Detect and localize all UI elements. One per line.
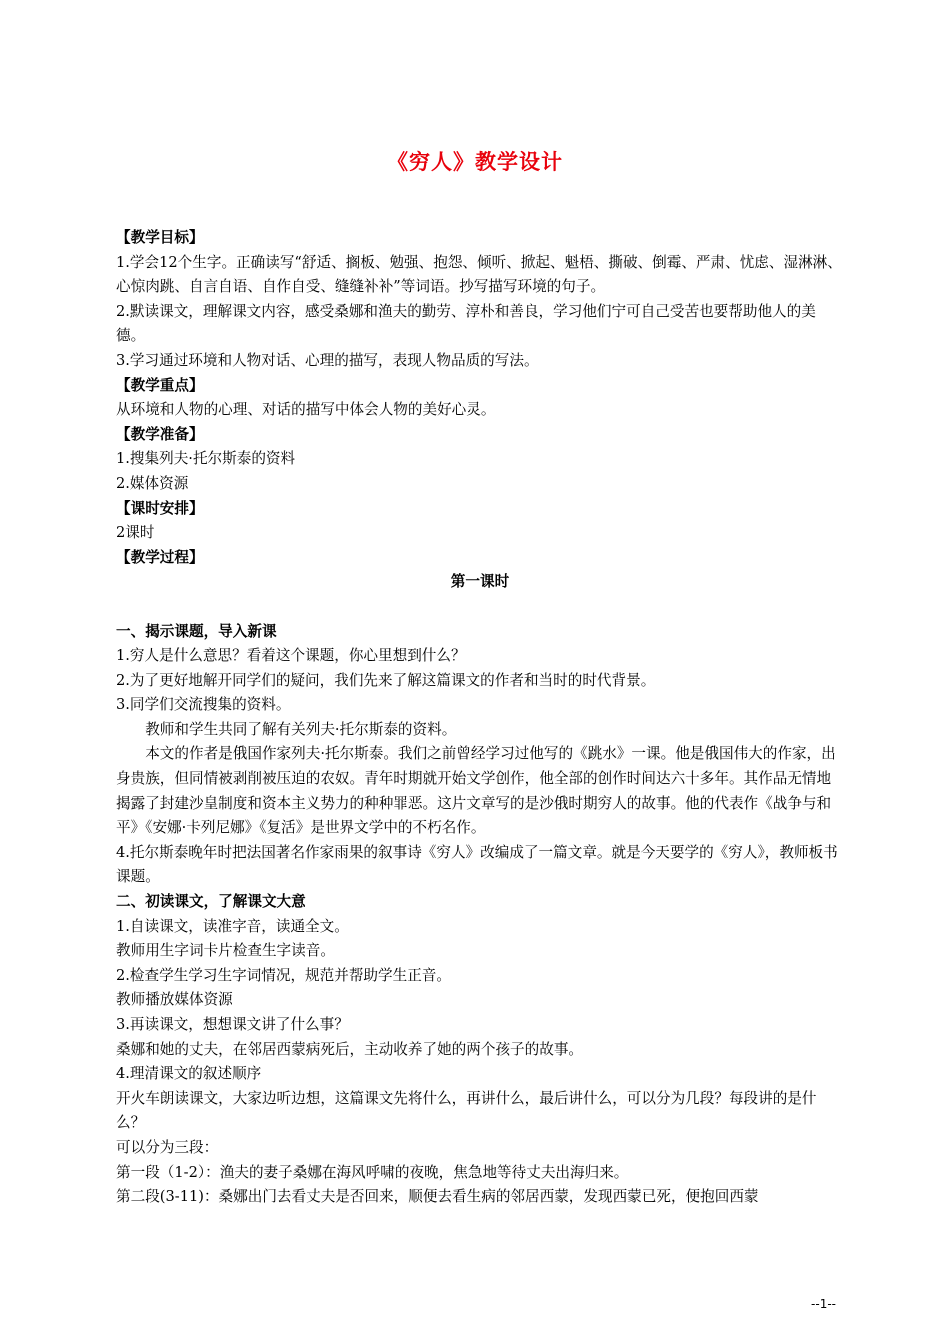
document-title: 《穷人》教学设计 xyxy=(387,149,563,174)
section-heading-time: 【课时安排】 xyxy=(116,499,204,517)
paragraph-part2-2: 教师用生字词卡片检查生字读音。 xyxy=(116,942,335,960)
document-body xyxy=(116,226,844,1210)
paragraph-part2-9: 可以分为三段： xyxy=(116,1138,219,1156)
page-number: --1-- xyxy=(811,1297,836,1311)
paragraph-part2-8: 开火车朗读课文，大家边听边想，这篇课文先将什么，再讲什么，最后讲什么，可以分为几段？每段讲的是什么？ xyxy=(116,1089,817,1132)
paragraph-part2-4: 教师播放媒体资源 xyxy=(116,991,233,1009)
paragraph-goal-2: 2.默读课文，理解课文内容，感受桑娜和渔夫的勤劳、淳朴和善良，学习他们宁可自己受苦也要帮助他人的美德。 xyxy=(116,302,816,345)
section-heading-key: 【教学重点】 xyxy=(116,376,204,394)
section-heading-process: 【教学过程】 xyxy=(116,548,204,566)
paragraph-part2-10: 第一段（1-2）：渔夫的妻子桑娜在海风呼啸的夜晚，焦急地等待丈夫出海归来。 xyxy=(116,1163,629,1181)
paragraph-prep-1: 1.搜集列夫·托尔斯泰的资料 xyxy=(116,450,296,468)
part-heading-1: 一、揭示课题，导入新课 xyxy=(116,622,277,640)
paragraph-key-1: 从环境和人物的心理、对话的描写中体会人物的美好心灵。 xyxy=(116,401,496,419)
paragraph-part2-5: 3.再读课文，想想课文讲了什么事？ xyxy=(116,1016,349,1033)
paragraph-part2-7: 4.理清课文的叙述顺序 xyxy=(116,1065,262,1083)
paragraph-part2-11: 第二段(3-11)：桑娜出门去看丈夫是否回来，顺便去看生病的邻居西蒙，发现西蒙已死，便抱回西蒙 xyxy=(116,1188,759,1206)
paragraph-goal-3: 3.学习通过环境和人物对话、心理的描写，表现人物品质的写法。 xyxy=(116,351,539,369)
paragraph-part1-6: 4.托尔斯泰晚年时把法国著名作家雨果的叙事诗《穷人》改编成了一篇文章。就是今天要学的《穷人》，教师板书课题。 xyxy=(116,843,838,886)
paragraph-part2-3: 2.检查学生学习生字词情况，规范并帮助学生正音。 xyxy=(116,966,451,984)
paragraph-part1-3: 3.同学们交流搜集的资料。 xyxy=(116,696,291,714)
paragraph-part1-4: 教师和学生共同了解有关列夫·托尔斯泰的资料。 xyxy=(145,720,457,738)
paragraph-time-1: 2课时 xyxy=(116,524,155,542)
paragraph-part1-5: 本文的作者是俄国作家列夫·托尔斯泰。我们之前曾经学习过他写的《跳水》一课。他是俄国伟大的作家，出身贵族，但同情被剥削被压迫的农奴。青年时期就开始文学创作，他全部的创作时间达六十多年。其作品无情地揭露了封建沙皇制度和资本主义势力的种种罪恶。这片文章写的是沙俄时期穷人的故事。他的代表作《战争与和平》《安娜·卡列尼娜》《复活》是世界文学中的不朽名作。 xyxy=(116,745,836,837)
paragraph-part1-1: 1.穷人是什么意思？看着这个课题，你心里想到什么？ xyxy=(116,647,466,665)
paragraph-goal-1: 1.学会12个生字。正确读写“舒适、搁板、勉强、抱怨、倾听、掀起、魁梧、撕破、倒霉、严肃、忧虑、湿淋淋、心惊肉跳、自言自语、自作自受、缝缝补补”等词语。抄写描写环境的句子。 xyxy=(116,253,842,296)
section-heading-goals: 【教学目标】 xyxy=(116,229,204,246)
lesson-heading-1: 第一课时 xyxy=(450,573,510,591)
paragraph-part2-1: 1.自读课文，读准字音，读通全文。 xyxy=(116,917,349,935)
part-heading-2: 二、初读课文，了解课文大意 xyxy=(116,893,306,911)
paragraph-part1-2: 2.为了更好地解开同学们的疑问，我们先来了解这篇课文的作者和当时的时代背景。 xyxy=(116,671,656,689)
paragraph-part2-6: 桑娜和她的丈夫，在邻居西蒙病死后，主动收养了她的两个孩子的故事。 xyxy=(116,1040,584,1058)
paragraph-prep-2: 2.媒体资源 xyxy=(116,474,189,492)
section-heading-prep: 【教学准备】 xyxy=(116,425,204,443)
